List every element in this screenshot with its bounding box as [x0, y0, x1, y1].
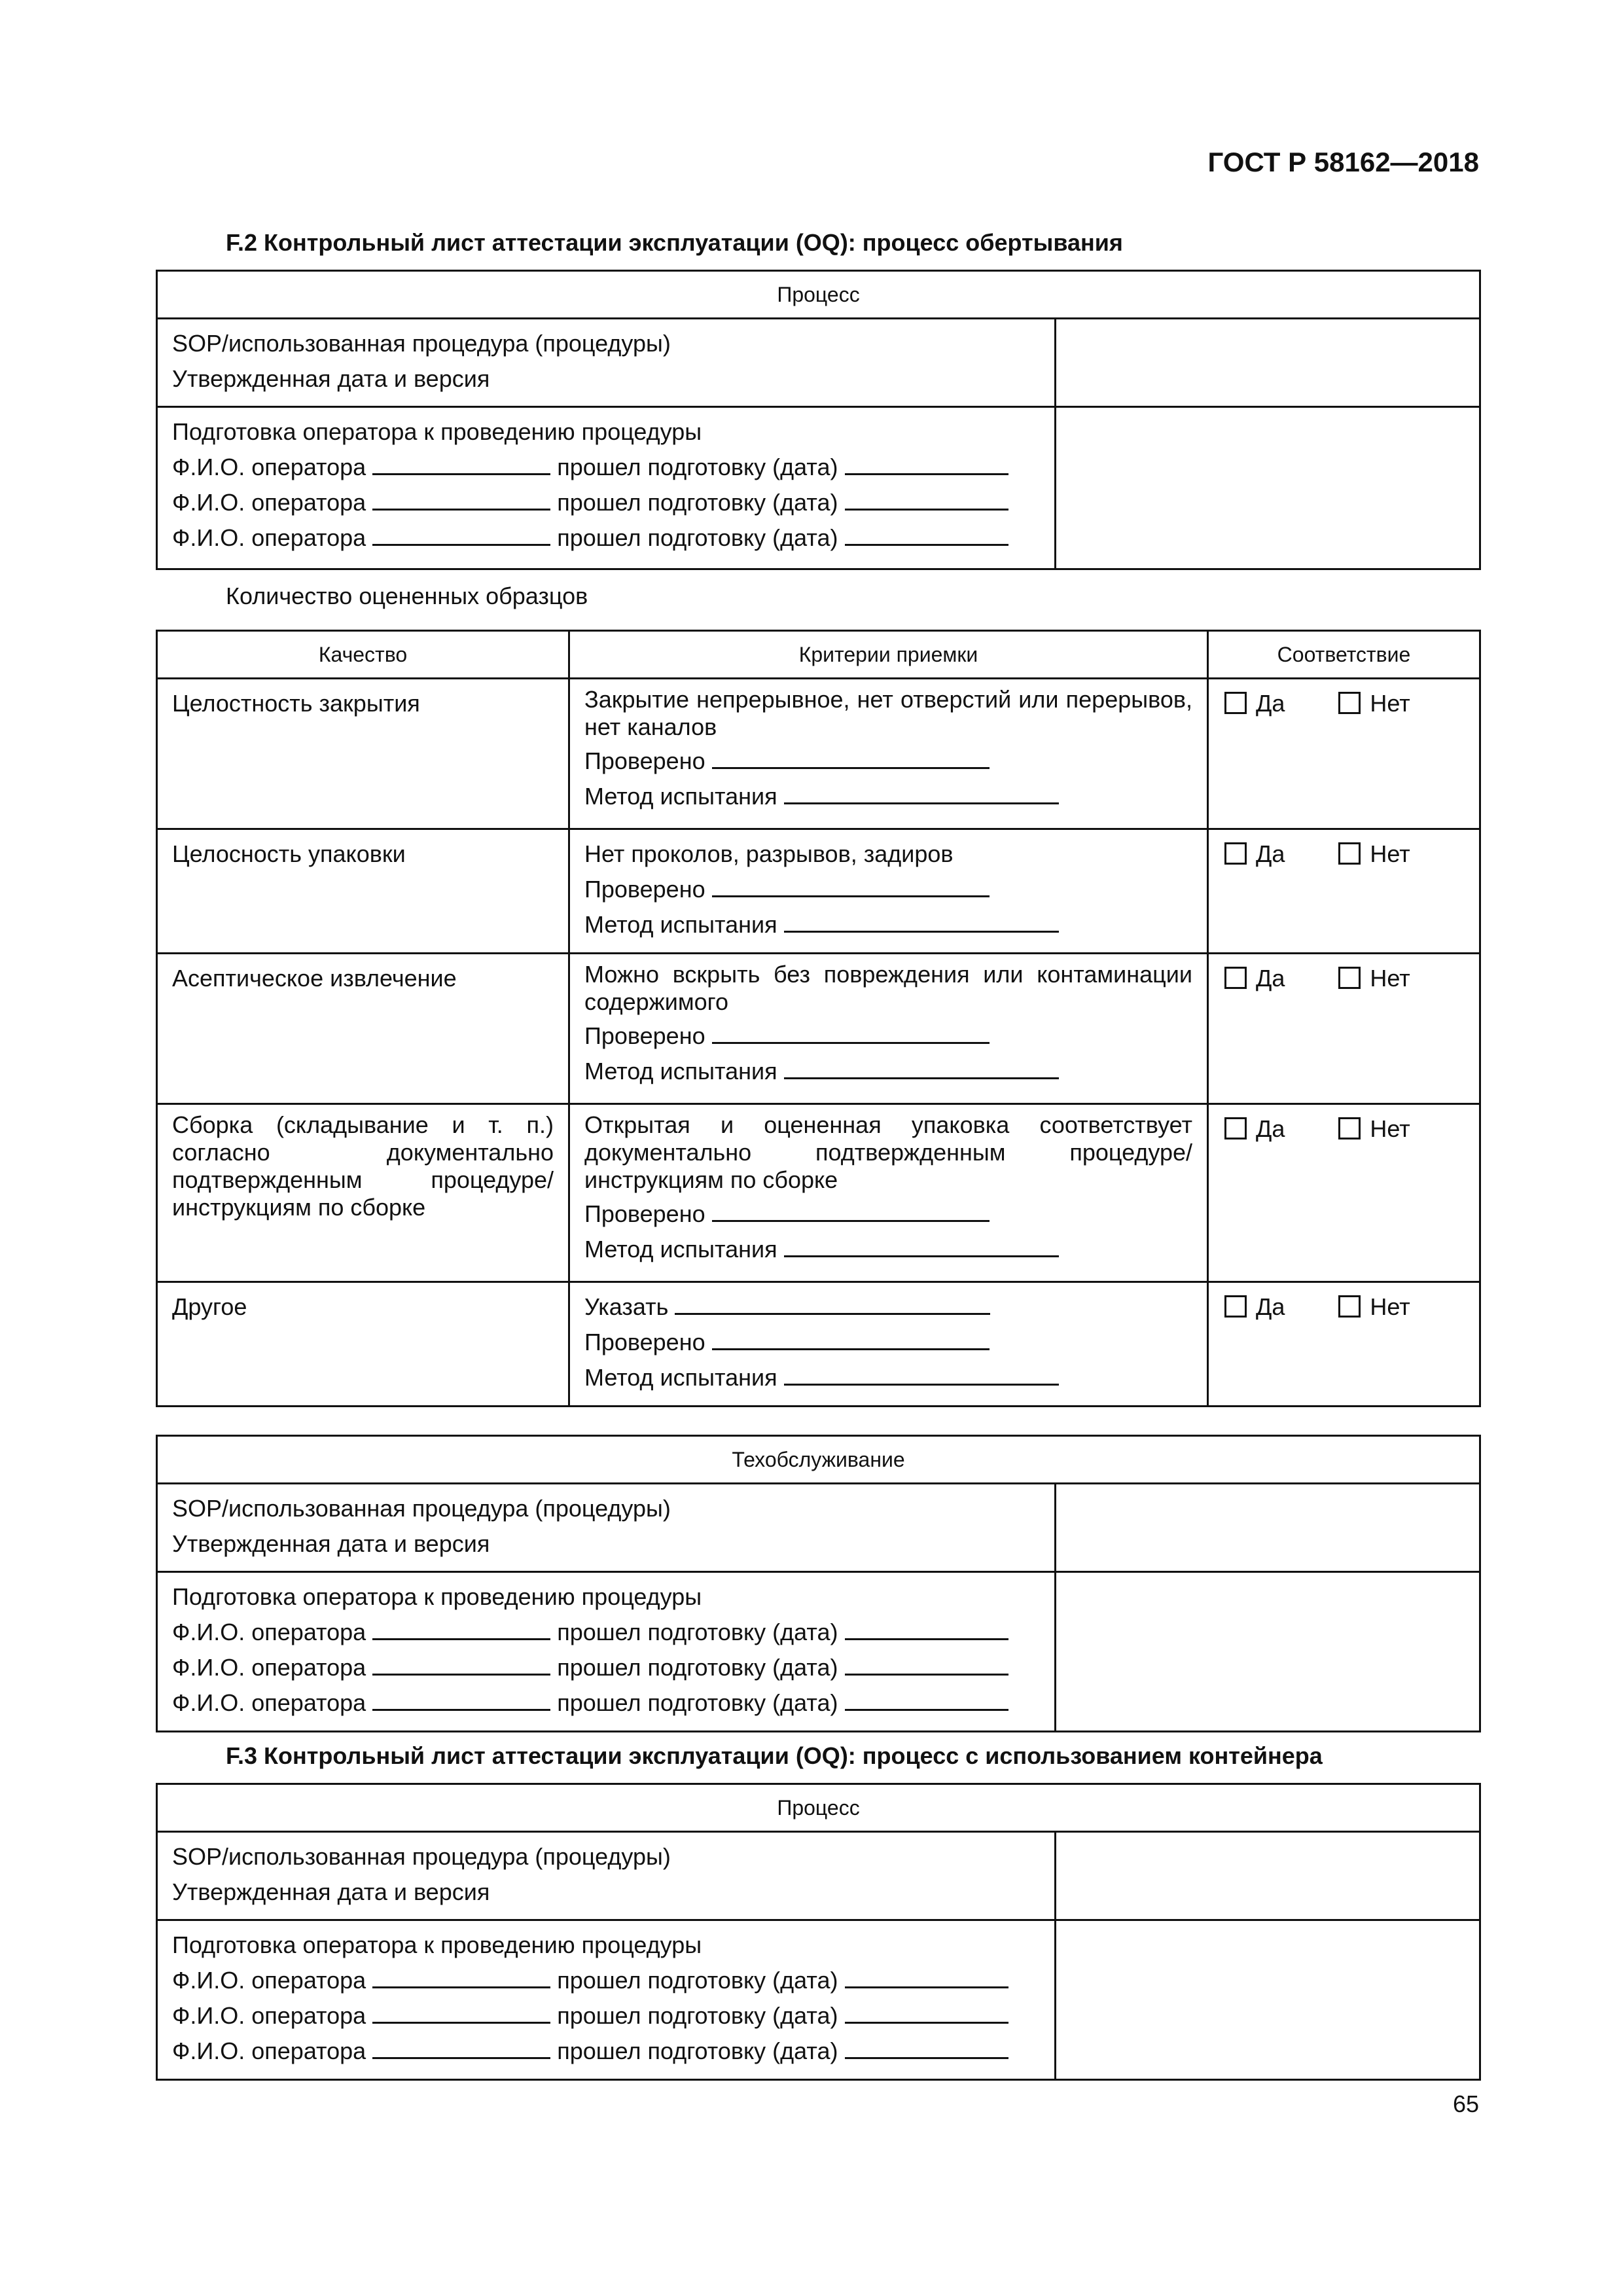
checkbox-icon[interactable]: [1224, 692, 1247, 714]
no-option[interactable]: Нет: [1338, 1289, 1410, 1325]
criteria-cell: [569, 829, 1208, 954]
maintenance-heading: Техобслуживание: [157, 1436, 1480, 1484]
trained-label: прошел подготовку (дата): [557, 524, 838, 551]
quality-cell: Другое: [157, 1282, 569, 1407]
col-conformity-header: Соответствие: [1208, 631, 1480, 679]
conformity-cell: [1208, 1282, 1480, 1407]
operator-label: Ф.И.О. оператора: [172, 489, 366, 516]
operator-name-blank[interactable]: [372, 486, 550, 511]
section-f3-title: F.3 Контрольный лист аттестации эксплуатации (OQ): процесс с использованием контейнера: [226, 1742, 1323, 1769]
checkbox-icon[interactable]: [1224, 1295, 1247, 1318]
training-title: Подготовка оператора к проведению процедуры: [172, 418, 702, 445]
quality-cell: Сборка (складывание и т. п.) согласно документально подтвержденным процедуре/инструкциям по сборке: [157, 1104, 569, 1282]
no-option[interactable]: Нет: [1338, 836, 1410, 872]
yes-option[interactable]: Да: [1224, 1289, 1285, 1325]
trained-date-blank[interactable]: [845, 451, 1008, 475]
operator-row: Ф.И.О. оператора прошел подготовку (дата): [172, 1963, 1040, 1998]
operator-name-blank[interactable]: [372, 451, 550, 475]
sop-line-1: SOP/использованная процедура (процедуры): [172, 1843, 671, 1870]
specify-row: Указать: [584, 1289, 1192, 1325]
checkbox-icon[interactable]: [1224, 842, 1247, 865]
trained-date-blank[interactable]: [845, 1687, 1008, 1711]
process-table-f2: [156, 270, 1481, 570]
operator-name-blank[interactable]: [372, 1964, 550, 1988]
operator-row: [172, 520, 1040, 556]
checked-row: Проверено: [584, 744, 1192, 779]
col-criteria-header: Критерии приемки: [569, 631, 1208, 679]
training-cell: [157, 1920, 1056, 2080]
trained-date-blank[interactable]: [845, 486, 1008, 511]
process-heading: Процесс: [157, 1784, 1480, 1832]
col-quality-header: Качество: [157, 631, 569, 679]
operator-row: Ф.И.О. оператора прошел подготовку (дата): [172, 1998, 1040, 2034]
checkbox-icon[interactable]: [1338, 1117, 1361, 1139]
process-heading: Процесс: [157, 271, 1480, 319]
operator-row: Ф.И.О. оператора прошел подготовку (дата): [172, 2034, 1040, 2069]
checkbox-icon[interactable]: [1338, 967, 1361, 989]
sop-line-2: Утвержденная дата и версия: [172, 1530, 490, 1557]
checked-blank[interactable]: [712, 1020, 990, 1044]
operator-row: Ф.И.О. оператора прошел подготовку (дата): [172, 1650, 1040, 1685]
training-title: Подготовка оператора к проведению процедуры: [172, 1583, 702, 1610]
checked-row: Проверено: [584, 872, 1192, 907]
page-number: 65: [1452, 2090, 1479, 2117]
method-blank[interactable]: [784, 1055, 1059, 1079]
conformity-cell: [1208, 679, 1480, 829]
trained-date-blank[interactable]: [845, 1651, 1008, 1676]
criteria-cell: [569, 679, 1208, 829]
trained-date-blank[interactable]: [845, 1616, 1008, 1640]
operator-name-blank[interactable]: [372, 1687, 550, 1711]
criteria-cell: [569, 1104, 1208, 1282]
sop-value-cell[interactable]: [1056, 319, 1480, 407]
sop-line-1: SOP/использованная процедура (процедуры): [172, 330, 671, 357]
quality-cell: Целосность упаковки: [157, 829, 569, 954]
quality-table: [156, 630, 1481, 1407]
training-value-cell[interactable]: [1056, 407, 1480, 569]
quality-cell: Асептическое извлечение: [157, 954, 569, 1104]
checked-row: Проверено: [584, 1325, 1192, 1360]
method-row: Метод испытания: [584, 1054, 1192, 1089]
operator-label: Ф.И.О. оператора: [172, 454, 366, 480]
criteria-text: Закрытие непрерывное, нет отверстий или перерывов, нет каналов: [584, 686, 1192, 740]
yes-option[interactable]: Да: [1224, 1111, 1285, 1147]
checked-blank[interactable]: [712, 1198, 990, 1222]
sop-cell: [157, 1832, 1056, 1920]
method-blank[interactable]: [784, 1361, 1059, 1386]
sop-cell: [157, 1484, 1056, 1572]
checked-blank[interactable]: [712, 745, 990, 769]
table-row: [157, 954, 1480, 1104]
sop-cell: [157, 319, 1056, 407]
checkbox-icon[interactable]: [1338, 692, 1361, 714]
criteria-text: Открытая и оцененная упаковка соответствует документально подтвержденным процедуре/инструкциям по сборке: [584, 1111, 1192, 1193]
operator-name-blank[interactable]: [372, 1651, 550, 1676]
process-table-f3: [156, 1783, 1481, 2081]
checkbox-icon[interactable]: [1338, 842, 1361, 865]
operator-name-blank[interactable]: [372, 522, 550, 546]
operator-name-blank[interactable]: [372, 2000, 550, 2024]
operator-label: Ф.И.О. оператора: [172, 524, 366, 551]
maintenance-table: [156, 1435, 1481, 1732]
table-row: [157, 829, 1480, 954]
no-option[interactable]: Нет: [1338, 961, 1410, 996]
method-row: Метод испытания: [584, 1360, 1192, 1395]
training-title: Подготовка оператора к проведению процедуры: [172, 1931, 702, 1958]
trained-label: прошел подготовку (дата): [557, 454, 838, 480]
quality-cell: Целостность закрытия: [157, 679, 569, 829]
yes-option[interactable]: Да: [1224, 836, 1285, 872]
trained-label: прошел подготовку (дата): [557, 489, 838, 516]
operator-row: [172, 450, 1040, 485]
section-f2-title: F.2 Контрольный лист аттестации эксплуатации (OQ): процесс обертывания: [226, 229, 1123, 256]
operator-row: Ф.И.О. оператора прошел подготовку (дата): [172, 1615, 1040, 1650]
trained-date-blank[interactable]: [845, 2000, 1008, 2024]
training-value-cell[interactable]: [1056, 1920, 1480, 2080]
sop-value-cell[interactable]: [1056, 1832, 1480, 1920]
sop-line-2: Утвержденная дата и версия: [172, 365, 490, 392]
sop-line-1: SOP/использованная процедура (процедуры): [172, 1495, 671, 1522]
training-value-cell[interactable]: [1056, 1572, 1480, 1732]
checked-blank[interactable]: [712, 873, 990, 897]
operator-name-blank[interactable]: [372, 2035, 550, 2059]
method-row: Метод испытания: [584, 907, 1192, 942]
checked-row: Проверено: [584, 1196, 1192, 1232]
yes-option[interactable]: Да: [1224, 686, 1285, 721]
specify-blank[interactable]: [675, 1291, 990, 1315]
operator-name-blank[interactable]: [372, 1616, 550, 1640]
method-row: Метод испытания: [584, 1232, 1192, 1267]
operator-row: Ф.И.О. оператора прошел подготовку (дата): [172, 1685, 1040, 1721]
training-cell: [157, 1572, 1056, 1732]
method-blank[interactable]: [784, 908, 1059, 933]
trained-date-blank[interactable]: [845, 2035, 1008, 2059]
table-row: [157, 679, 1480, 829]
conformity-cell: [1208, 829, 1480, 954]
document-code: ГОСТ Р 58162—2018: [1207, 147, 1479, 177]
checkbox-icon[interactable]: [1224, 1117, 1247, 1139]
method-row: Метод испытания: [584, 779, 1192, 814]
checkbox-icon[interactable]: [1224, 967, 1247, 989]
method-blank[interactable]: [784, 780, 1059, 804]
checkbox-icon[interactable]: [1338, 1295, 1361, 1318]
training-cell: [157, 407, 1056, 569]
criteria-text: Можно вскрыть без повреждения или контаминации содержимого: [584, 961, 1192, 1015]
trained-date-blank[interactable]: [845, 522, 1008, 546]
criteria-text: Нет проколов, разрывов, задиров: [584, 840, 954, 867]
yes-option[interactable]: Да: [1224, 961, 1285, 996]
sop-value-cell[interactable]: [1056, 1484, 1480, 1572]
operator-row: [172, 485, 1040, 520]
criteria-cell: [569, 954, 1208, 1104]
no-option[interactable]: Нет: [1338, 1111, 1410, 1147]
conformity-cell: [1208, 1104, 1480, 1282]
checked-blank[interactable]: [712, 1326, 990, 1350]
checked-row: Проверено: [584, 1018, 1192, 1054]
table-row: [157, 1104, 1480, 1282]
criteria-cell: [569, 1282, 1208, 1407]
table-row: [157, 1282, 1480, 1407]
trained-date-blank[interactable]: [845, 1964, 1008, 1988]
samples-count-label: Количество оцененных образцов: [226, 583, 588, 609]
no-option[interactable]: Нет: [1338, 686, 1410, 721]
conformity-cell: [1208, 954, 1480, 1104]
method-blank[interactable]: [784, 1233, 1059, 1257]
sop-line-2: Утвержденная дата и версия: [172, 1878, 490, 1905]
